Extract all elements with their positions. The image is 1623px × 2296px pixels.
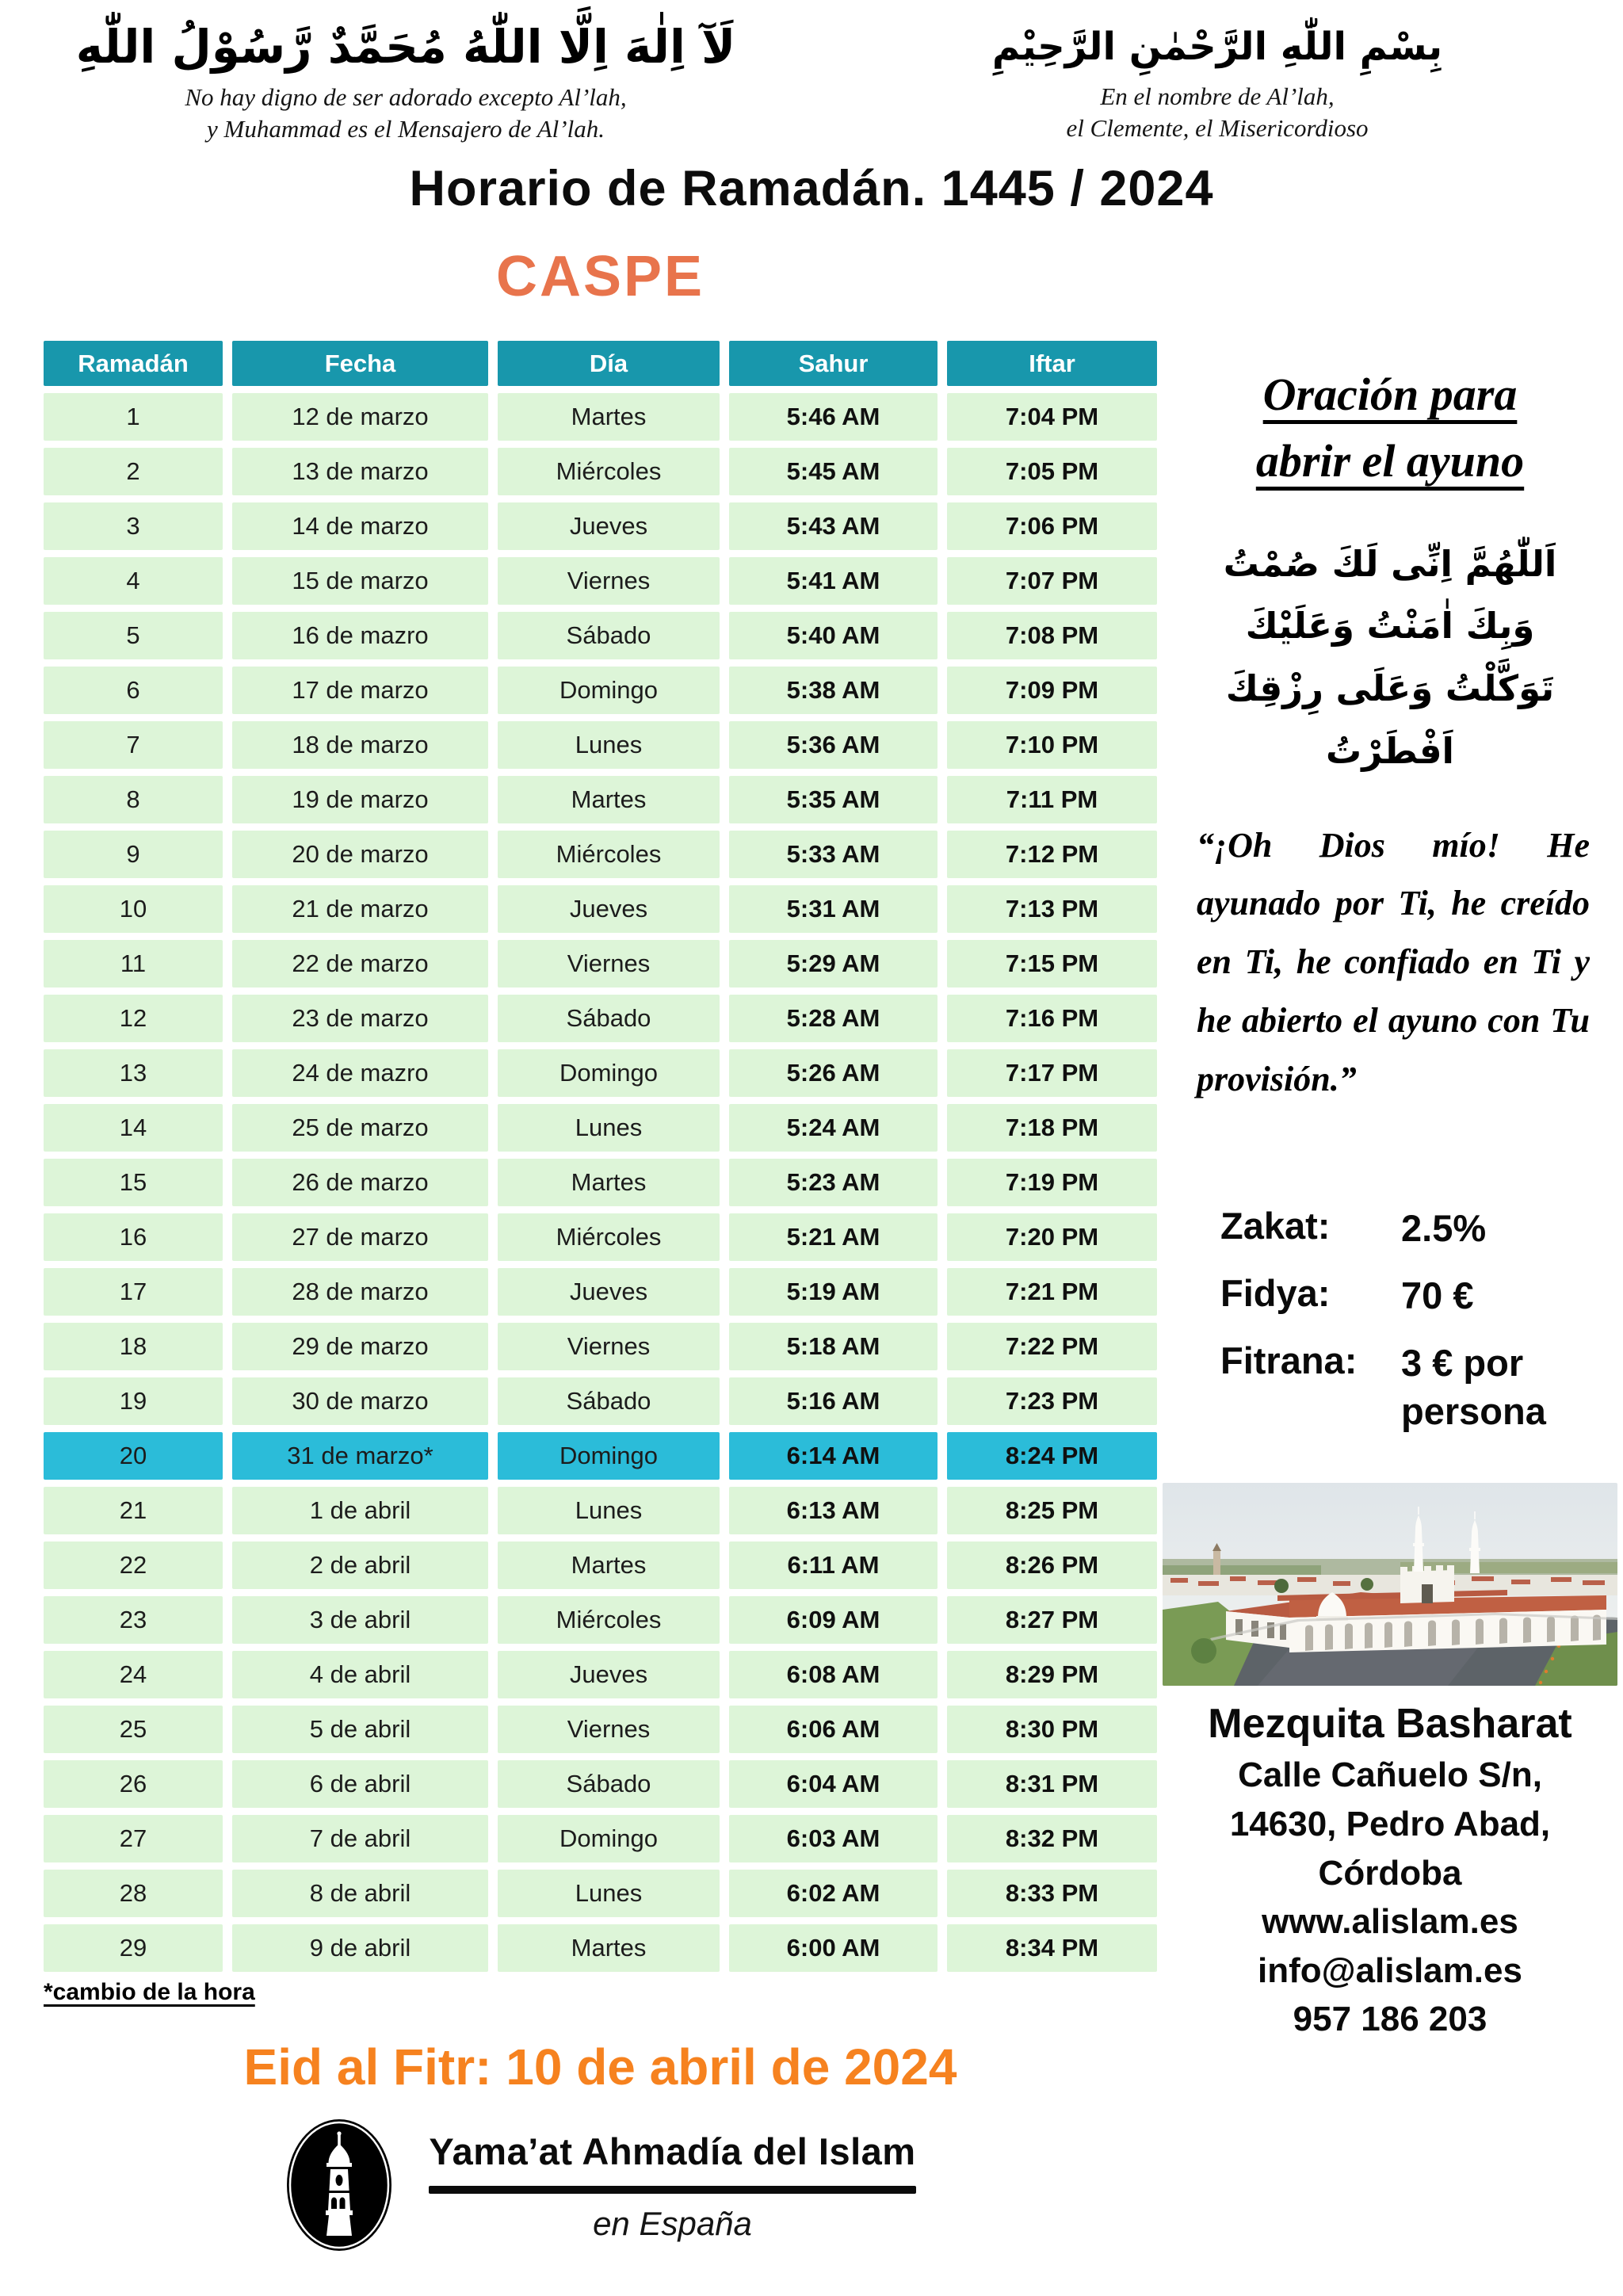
cell-sahur: 6:04 AM	[729, 1760, 938, 1808]
cell-dia: Viernes	[498, 1706, 720, 1753]
cell-ramadan-day: 23	[44, 1596, 223, 1644]
cell-ramadan-day: 3	[44, 502, 223, 550]
cell-ramadan-day: 8	[44, 776, 223, 823]
rate-label: Zakat:	[1220, 1205, 1331, 1247]
cell-fecha: 20 de marzo	[232, 831, 488, 878]
table-row	[44, 940, 1157, 988]
cell-fecha: 21 de marzo	[232, 885, 488, 933]
timetable-header	[44, 341, 1157, 386]
cell-ramadan-day: 17	[44, 1268, 223, 1316]
cell-dia: Jueves	[498, 1268, 720, 1316]
cell-dia: Jueves	[498, 502, 720, 550]
table-row	[44, 557, 1157, 605]
address	[1157, 1751, 1623, 2044]
cell-fecha: 23 de marzo	[232, 995, 488, 1042]
table-row	[44, 502, 1157, 550]
cell-fecha: 15 de marzo	[232, 557, 488, 605]
cell-fecha: 6 de abril	[232, 1760, 488, 1808]
cell-dia: Viernes	[498, 940, 720, 988]
prayer-heading-line2: abrir el ayuno	[1255, 435, 1525, 487]
cell-ramadan-day: 6	[44, 667, 223, 714]
mosque-photo	[1163, 1483, 1617, 1686]
cell-ramadan-day: 21	[44, 1487, 223, 1534]
timetable-column	[0, 217, 1157, 2253]
cell-iftar: 8:26 PM	[947, 1541, 1157, 1589]
cell-sahur: 5:23 AM	[729, 1159, 938, 1206]
address-line: Calle Cañuelo S/n,	[1238, 1755, 1542, 1795]
cell-iftar: 7:08 PM	[947, 612, 1157, 659]
cell-ramadan-day: 25	[44, 1706, 223, 1753]
cell-ramadan-day: 19	[44, 1377, 223, 1425]
cell-fecha: 19 de marzo	[232, 776, 488, 823]
rates	[1157, 1204, 1623, 1435]
cell-fecha: 3 de abril	[232, 1596, 488, 1644]
cell-ramadan-day: 24	[44, 1651, 223, 1698]
cell-fecha: 29 de marzo	[232, 1323, 488, 1370]
cell-dia: Viernes	[498, 1323, 720, 1370]
cell-sahur: 6:14 AM	[729, 1432, 938, 1480]
cell-sahur: 6:08 AM	[729, 1651, 938, 1698]
cell-fecha: 2 de abril	[232, 1541, 488, 1589]
address-line: www.alislam.es	[1262, 1902, 1518, 1942]
cell-sahur: 5:19 AM	[729, 1268, 938, 1316]
col-header-sahur: Sahur	[729, 341, 938, 386]
cell-iftar: 7:07 PM	[947, 557, 1157, 605]
table-row	[44, 612, 1157, 659]
cell-fecha: 16 de mazro	[232, 612, 488, 659]
cell-sahur: 6:00 AM	[729, 1924, 938, 1972]
eid-al-fitr-announcement: Eid al Fitr: 10 de abril de 2024	[243, 2038, 957, 2096]
table-row	[44, 1815, 1157, 1862]
cell-iftar: 7:20 PM	[947, 1213, 1157, 1261]
cell-sahur: 5:26 AM	[729, 1049, 938, 1097]
cell-sahur: 6:06 AM	[729, 1706, 938, 1753]
table-row	[44, 1268, 1157, 1316]
cell-iftar: 7:21 PM	[947, 1268, 1157, 1316]
cell-ramadan-day: 16	[44, 1213, 223, 1261]
cell-ramadan-day: 28	[44, 1870, 223, 1917]
cell-ramadan-day: 11	[44, 940, 223, 988]
cell-sahur: 5:16 AM	[729, 1377, 938, 1425]
cell-iftar: 7:06 PM	[947, 502, 1157, 550]
cell-fecha: 27 de marzo	[232, 1213, 488, 1261]
cell-fecha: 26 de marzo	[232, 1159, 488, 1206]
cell-sahur: 5:36 AM	[729, 721, 938, 769]
table-row	[44, 1159, 1157, 1206]
cell-iftar: 7:23 PM	[947, 1377, 1157, 1425]
cell-iftar: 8:24 PM	[947, 1432, 1157, 1480]
cell-iftar: 7:19 PM	[947, 1159, 1157, 1206]
content	[0, 217, 1623, 2253]
cell-dia: Martes	[498, 393, 720, 441]
cell-dia: Lunes	[498, 1104, 720, 1152]
page-title: Horario de Ramadán. 1445 / 2024	[409, 161, 1214, 217]
rate-row	[1220, 1271, 1623, 1320]
address-line: Córdoba	[1318, 1853, 1462, 1893]
address-line: info@alislam.es	[1258, 1950, 1522, 1990]
col-header-fecha: Fecha	[232, 341, 488, 386]
cell-dia: Domingo	[498, 1432, 720, 1480]
table-row	[44, 667, 1157, 714]
address-line: 14630, Pedro Abad,	[1229, 1805, 1551, 1844]
col-header-iftar: Iftar	[947, 341, 1157, 386]
cell-ramadan-day: 9	[44, 831, 223, 878]
divider-bar	[429, 2186, 915, 2194]
cell-fecha: 25 de marzo	[232, 1104, 488, 1152]
side-column	[1157, 217, 1623, 2044]
cell-dia: Martes	[498, 1924, 720, 1972]
cell-sahur: 5:41 AM	[729, 557, 938, 605]
cell-fecha: 22 de marzo	[232, 940, 488, 988]
shahada-calligraphy: لَآ اِلٰهَ اِلَّا اللّٰهُ مُحَمَّدٌ رَّسُوْلُ اللّٰهِ	[75, 20, 736, 74]
table-row	[44, 1323, 1157, 1370]
cell-sahur: 6:03 AM	[729, 1815, 938, 1862]
cell-sahur: 5:29 AM	[729, 940, 938, 988]
rate-value: 3 € por persona	[1401, 1342, 1546, 1433]
table-row	[44, 995, 1157, 1042]
cell-dia: Sábado	[498, 995, 720, 1042]
cell-dia: Miércoles	[498, 448, 720, 495]
cell-fecha: 7 de abril	[232, 1815, 488, 1862]
cell-ramadan-day: 1	[44, 393, 223, 441]
table-row	[44, 393, 1157, 441]
cell-dia: Domingo	[498, 1815, 720, 1862]
cell-ramadan-day: 10	[44, 885, 223, 933]
table-row	[44, 1487, 1157, 1534]
cell-dia: Sábado	[498, 612, 720, 659]
cell-fecha: 18 de marzo	[232, 721, 488, 769]
cell-dia: Sábado	[498, 1760, 720, 1808]
cell-dia: Domingo	[498, 1049, 720, 1097]
table-row	[44, 721, 1157, 769]
cell-iftar: 8:30 PM	[947, 1706, 1157, 1753]
cell-sahur: 5:38 AM	[729, 667, 938, 714]
cell-dia: Domingo	[498, 667, 720, 714]
cell-fecha: 5 de abril	[232, 1706, 488, 1753]
cell-sahur: 5:43 AM	[729, 502, 938, 550]
col-header-ramadan: Ramadán	[44, 341, 223, 386]
rate-label: Fitrana:	[1220, 1339, 1358, 1382]
cell-iftar: 7:09 PM	[947, 667, 1157, 714]
cell-sahur: 5:18 AM	[729, 1323, 938, 1370]
cell-dia: Martes	[498, 1159, 720, 1206]
arabic-prayer	[1157, 533, 1623, 783]
prayer-translation: “¡Oh Dios mío! He ayunado por Ti, he creído en Ti, he confiado en Ti y he abierto el ayuno con Tu provisión.”	[1197, 825, 1590, 1099]
cell-sahur: 5:31 AM	[729, 885, 938, 933]
cell-dia: Martes	[498, 1541, 720, 1589]
rate-value: 2.5%	[1401, 1207, 1487, 1250]
cell-fecha: 4 de abril	[232, 1651, 488, 1698]
cell-ramadan-day: 26	[44, 1760, 223, 1808]
timetable-rows	[44, 393, 1157, 1972]
organization-name: Yama’at Ahmadía del Islam	[429, 2130, 916, 2173]
table-row	[44, 1377, 1157, 1425]
cell-ramadan-day: 15	[44, 1159, 223, 1206]
shahada-translation-line1: No hay digno de ser adorado excepto Al’lah,	[185, 83, 627, 111]
organization-footer	[44, 2117, 1157, 2253]
cell-ramadan-day: 27	[44, 1815, 223, 1862]
cell-iftar: 8:32 PM	[947, 1815, 1157, 1862]
cell-sahur: 5:21 AM	[729, 1213, 938, 1261]
rate-row	[1220, 1339, 1623, 1435]
table-row	[44, 1651, 1157, 1698]
cell-iftar: 7:22 PM	[947, 1323, 1157, 1370]
cell-ramadan-day: 12	[44, 995, 223, 1042]
table-row	[44, 776, 1157, 823]
cell-sahur: 5:45 AM	[729, 448, 938, 495]
organization-text	[429, 2117, 915, 2243]
cell-sahur: 5:28 AM	[729, 995, 938, 1042]
cell-ramadan-day: 22	[44, 1541, 223, 1589]
table-row	[44, 1432, 1157, 1480]
cell-dia: Miércoles	[498, 1213, 720, 1261]
organization-subtitle: en España	[593, 2205, 752, 2243]
cell-fecha: 24 de mazro	[232, 1049, 488, 1097]
table-row	[44, 1760, 1157, 1808]
col-header-dia: Día	[498, 341, 720, 386]
table-row	[44, 1213, 1157, 1261]
cell-fecha: 28 de marzo	[232, 1268, 488, 1316]
rate-row	[1220, 1204, 1623, 1252]
cell-sahur: 6:09 AM	[729, 1596, 938, 1644]
address-line: 957 186 203	[1293, 2000, 1487, 2039]
timetable	[44, 341, 1157, 1972]
cell-dia: Miércoles	[498, 1596, 720, 1644]
cell-iftar: 7:17 PM	[947, 1049, 1157, 1097]
cell-iftar: 7:12 PM	[947, 831, 1157, 878]
cell-dia: Sábado	[498, 1377, 720, 1425]
cell-dia: Lunes	[498, 1487, 720, 1534]
cell-fecha: 30 de marzo	[232, 1377, 488, 1425]
cell-iftar: 8:33 PM	[947, 1870, 1157, 1917]
cell-iftar: 8:25 PM	[947, 1487, 1157, 1534]
cell-iftar: 7:11 PM	[947, 776, 1157, 823]
cell-dia: Miércoles	[498, 831, 720, 878]
shahada-translation-line2: y Muhammad es el Mensajero de Al’lah.	[207, 114, 605, 143]
rate-label: Fidya:	[1220, 1272, 1331, 1315]
cell-sahur: 5:24 AM	[729, 1104, 938, 1152]
city-title: CASPE	[495, 245, 705, 309]
cell-iftar: 7:04 PM	[947, 393, 1157, 441]
table-row	[44, 1924, 1157, 1972]
cell-sahur: 5:33 AM	[729, 831, 938, 878]
cell-fecha: 31 de marzo*	[232, 1432, 488, 1480]
prayer-heading	[1157, 361, 1623, 495]
cell-ramadan-day: 14	[44, 1104, 223, 1152]
table-row	[44, 1049, 1157, 1097]
cell-sahur: 5:40 AM	[729, 612, 938, 659]
cell-dia: Lunes	[498, 721, 720, 769]
cell-iftar: 7:13 PM	[947, 885, 1157, 933]
table-row	[44, 1541, 1157, 1589]
cell-ramadan-day: 5	[44, 612, 223, 659]
bismillah-translation-line2: el Clemente, el Misericordioso	[1066, 114, 1369, 143]
cell-iftar: 7:18 PM	[947, 1104, 1157, 1152]
cell-fecha: 9 de abril	[232, 1924, 488, 1972]
cell-iftar: 7:15 PM	[947, 940, 1157, 988]
arabic-prayer-line: تَوَكَّلْتُ وَعَلَى رِزْقِكَ	[1225, 667, 1555, 710]
rate-value: 70 €	[1401, 1274, 1474, 1317]
cell-dia: Martes	[498, 776, 720, 823]
cell-dia: Jueves	[498, 1651, 720, 1698]
bismillah-translation-line1: En el nombre de Al’lah,	[1100, 82, 1335, 111]
time-change-footnote: *cambio de la hora	[44, 1979, 255, 2006]
cell-fecha: 14 de marzo	[232, 502, 488, 550]
table-row	[44, 885, 1157, 933]
cell-sahur: 6:11 AM	[729, 1541, 938, 1589]
cell-ramadan-day: 4	[44, 557, 223, 605]
cell-sahur: 5:46 AM	[729, 393, 938, 441]
arabic-prayer-line: اَفْطَرْتُ	[1326, 729, 1454, 772]
cell-fecha: 8 de abril	[232, 1870, 488, 1917]
cell-iftar: 8:31 PM	[947, 1760, 1157, 1808]
shahada-block	[0, 13, 812, 144]
cell-ramadan-day: 20	[44, 1432, 223, 1480]
cell-iftar: 7:05 PM	[947, 448, 1157, 495]
prayer-heading-line1: Oración para	[1262, 369, 1518, 421]
arabic-prayer-line: وَبِكَ اٰمَنْتُ وَعَلَيْكَ	[1245, 605, 1535, 648]
table-row	[44, 1706, 1157, 1753]
cell-fecha: 17 de marzo	[232, 667, 488, 714]
cell-dia: Jueves	[498, 885, 720, 933]
cell-ramadan-day: 2	[44, 448, 223, 495]
cell-iftar: 7:10 PM	[947, 721, 1157, 769]
minaret-logo-icon	[285, 2117, 394, 2253]
cell-ramadan-day: 13	[44, 1049, 223, 1097]
cell-ramadan-day: 18	[44, 1323, 223, 1370]
table-row	[44, 831, 1157, 878]
cell-dia: Lunes	[498, 1870, 720, 1917]
cell-fecha: 12 de marzo	[232, 393, 488, 441]
table-row	[44, 448, 1157, 495]
table-row	[44, 1104, 1157, 1152]
cell-sahur: 6:02 AM	[729, 1870, 938, 1917]
bismillah-block	[812, 13, 1623, 144]
cell-sahur: 6:13 AM	[729, 1487, 938, 1534]
cell-fecha: 13 de marzo	[232, 448, 488, 495]
cell-ramadan-day: 7	[44, 721, 223, 769]
mosque-name: Mezquita Basharat	[1208, 1701, 1572, 1748]
cell-iftar: 7:16 PM	[947, 995, 1157, 1042]
cell-fecha: 1 de abril	[232, 1487, 488, 1534]
arabic-prayer-line: اَللّٰهُمَّ اِنِّى لَكَ صُمْتُ	[1223, 542, 1557, 585]
cell-sahur: 5:35 AM	[729, 776, 938, 823]
cell-iftar: 8:34 PM	[947, 1924, 1157, 1972]
table-row	[44, 1870, 1157, 1917]
bismillah-calligraphy: بِسْمِ اللّٰهِ الرَّحْمٰنِ الرَّحِيْمِ	[991, 25, 1443, 69]
cell-iftar: 8:27 PM	[947, 1596, 1157, 1644]
header	[0, 0, 1623, 144]
table-row	[44, 1596, 1157, 1644]
cell-iftar: 8:29 PM	[947, 1651, 1157, 1698]
cell-ramadan-day: 29	[44, 1924, 223, 1972]
cell-dia: Viernes	[498, 557, 720, 605]
